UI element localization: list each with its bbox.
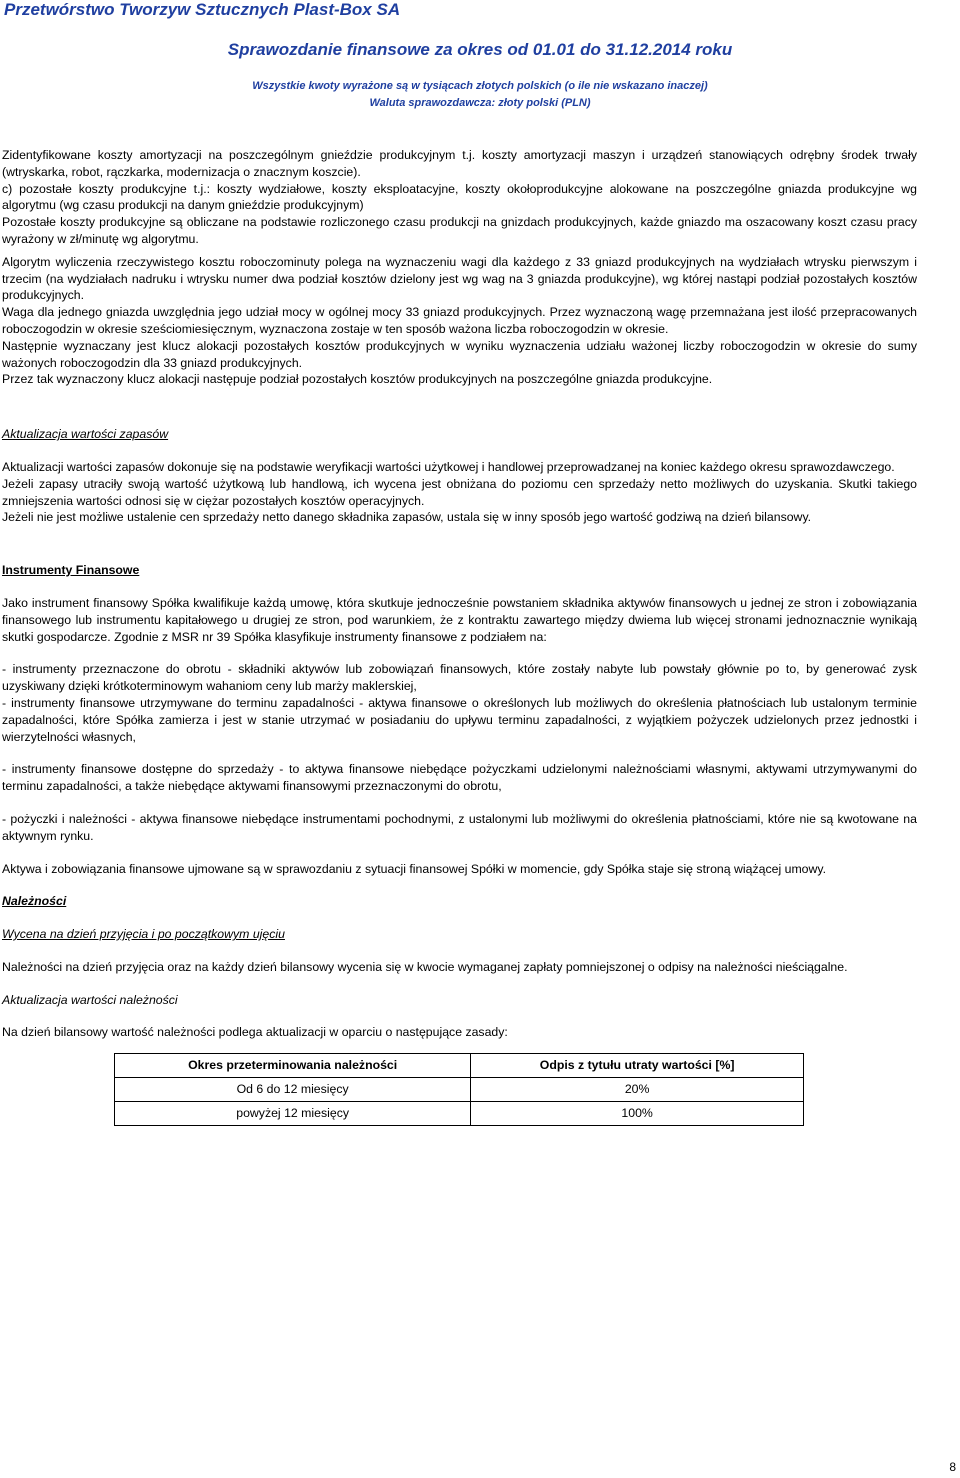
company-name: Przetwórstwo Tworzyw Sztucznych Plast-Box SA <box>4 0 401 19</box>
paragraph-inventory-2: Jeżeli zapasy utraciły swoją wartość użytkową lub handlową, ich wycena jest obniżana do poziomu cen sprzedaży netto możliwych do uzyskania. Skutki takiego zmniejszenia wartości odnosi się w ciężar pozostałych kosztów operacyjnych. <box>2 476 917 508</box>
subtitle-currency: Waluta sprawozdawcza: złoty polski (PLN) <box>369 97 591 109</box>
table-cell: 20% <box>471 1078 804 1102</box>
heading-inventory-update: Aktualizacja wartości zapasów <box>2 427 169 442</box>
column-header-overdue-period: Okres przeterminowania należności <box>115 1054 471 1078</box>
impairment-table <box>114 1053 804 1126</box>
paragraph-algorithm: Algorytm wyliczenia rzeczywistego kosztu roboczominuty polega na wyznaczeniu wagi dla każdego z 33 gniazd produkcyjnych na wydziałach wtrysku pierwszym i trzecim (na wydziałach nadruku i wtrysku numer dwa podział kosztów dzielony jest wg wag na 3 gniazda produkcyjne), wg której nastąpi podział pozostałych kosztów produkcyjnych. <box>2 254 917 303</box>
paragraph-key-split: Przez tak wyznaczony klucz alokacji następuje podział pozostałych kosztów produkcyjnych na poszczególne gniazda produkcyjne. <box>2 372 713 387</box>
list-item-available-for-sale: - instrumenty finansowe dostępne do sprzedaży - to aktywa finansowe niebędące pożyczkami udzielonymi należnościami własnymi, aktywami utrzymywanymi do terminu zapadalności, a także niebędące aktywami finansowymi przeznaczonymi do obrotu, <box>2 762 917 794</box>
heading-financial-instruments: Instrumenty Finansowe <box>2 563 140 578</box>
paragraph-identified-costs: Zidentyfikowane koszty amortyzacji na poszczególnym gnieździe produkcyjnym t.j. koszty amortyzacji maszyn i urządzeń stanowiących odrębny środek trwały (wtryskarka, robot, rączkarka, modernizacja o znacznym koszcie). <box>2 148 917 179</box>
table-row <box>115 1102 804 1126</box>
paragraph-receivables-update: Na dzień bilansowy wartość należności podlega aktualizacji w oparciu o następujące zasady: <box>2 1025 508 1040</box>
page-number: 8 <box>949 1460 956 1474</box>
table-cell: 100% <box>471 1102 804 1126</box>
report-title: Sprawozdanie finansowe za okres od 01.01 do 31.12.2014 roku <box>227 40 733 59</box>
list-item-loans-receivables: - pożyczki i należności - aktywa finansowe niebędące instrumentami pochodnymi, z ustalonymi lub możliwymi do określenia płatnościami, które nie są kwotowane na aktywnym rynku. <box>2 811 917 843</box>
table-cell: powyżej 12 miesięcy <box>115 1102 471 1126</box>
table-row <box>115 1078 804 1102</box>
paragraph-instruments: Jako instrument finansowy Spółka kwalifikuje każdą umowę, która skutkuje jednocześnie powstaniem składnika aktywów finansowych u jednej ze stron i zobowiązania finansowego lub instrumentu kapitałowego u drugiej ze stron, pod warunkiem, że z kontraktu zawartego między dwiema lub więcej stronami jednoznacznie wynikają skutki gospodarcze. Zgodnie z MSR nr 39 Spółka klasyfikuje instrumenty finansowe z podziałem na: <box>2 595 917 644</box>
paragraph-inventory-1: Aktualizacji wartości zapasów dokonuje się na podstawie weryfikacji wartości użytkowej i handlowej przeprowadzanej na koniec każdego okresu sprawozdawczego. <box>2 459 895 474</box>
table-cell: Od 6 do 12 miesięcy <box>115 1078 471 1102</box>
heading-receivables-update: Aktualizacja wartości należności <box>2 992 178 1007</box>
list-item-trading: - instrumenty przeznaczone do obrotu - składniki aktywów lub zobowiązań finansowych, które zostały nabyte lub powstały głównie po to, by generować zysk uzyskiwany dzięki krótkoterminowym wahaniom ceny lub marży maklerskiej, <box>2 662 917 694</box>
heading-receivables: Należności <box>2 894 67 909</box>
subtitle-amounts: Wszystkie kwoty wyrażone są w tysiącach złotych polskich (o ile nie wskazano inaczej) <box>252 80 708 92</box>
paragraph-allocation-key: Następnie wyznaczany jest klucz alokacji pozostałych kosztów produkcyjnych w wyniku wyznaczenia udziału ważonej liczby roboczogodzin w okresie do sumy ważonych roboczogodzin dla 33 gniazd produkcyjnych. <box>2 338 917 370</box>
table-header-row <box>115 1054 804 1078</box>
heading-initial-measurement: Wycena na dzień przyjęcia i po początkowym ujęciu <box>2 927 285 942</box>
paragraph-weight: Waga dla jednego gniazda uwzględnia jego udział mocy w ogólnej mocy 33 gniazd produkcyjnych. Przez wyznaczoną wagę przemnażana jest ilość przepracowanych roboczogodzin w okresie sześciomiesięcznym, wyznaczona zostaje w ten sposób ważona liczba roboczogodzin w okresie. <box>2 305 917 336</box>
list-item-held-to-maturity: - instrumenty finansowe utrzymywane do terminu zapadalności - aktywa finansowe o określonych lub możliwych do określenia płatnościach lub ustalonym terminie zapadalności, które Spółka zamierza i jest w stanie utrzymać w posiadaniu do upływu terminu zapadalności, z wyjątkiem pożyczek udzielonych przez jednostki i wierzytelności własnych, <box>2 695 917 744</box>
column-header-impairment-rate: Odpis z tytułu utraty wartości [%] <box>471 1054 804 1078</box>
paragraph-recognition: Aktywa i zobowiązania finansowe ujmowane są w sprawozdaniu z sytuacji finansowej Spółki w momencie, gdy Spółka staje się stroną wiążącej umowy. <box>2 861 827 876</box>
paragraph-other-costs-calculation: Pozostałe koszty produkcyjne są obliczane na podstawie rozliczonego czasu produkcji na gnizdach produkcyjnych, każde gniazdo ma oszacowany koszt czasu pracy wyrażony w zł/minutę wg algorytmu. <box>2 215 917 246</box>
paragraph-other-costs: c) pozostałe koszty produkcyjne t.j.: koszty wydziałowe, koszty eksploatacyjne, koszty okołoprodukcyjne alokowane na poszczególne gniazda produkcyjne wg algorytmu (wg czasu produkcji na danym gnieździe produkcyjnym) <box>2 181 917 213</box>
document-body <box>2 147 917 1126</box>
paragraph-inventory-3: Jeżeli nie jest możliwe ustalenie cen sprzedaży netto danego składnika zapasów, ustala się w inny sposób jego wartość godziwą na dzień bilansowy. <box>2 510 812 525</box>
paragraph-initial-measurement: Należności na dzień przyjęcia oraz na każdy dzień bilansowy wycenia się w kwocie wymaganej zapłaty pomniejszonej o odpisy na należności nieściągalne. <box>2 959 848 974</box>
